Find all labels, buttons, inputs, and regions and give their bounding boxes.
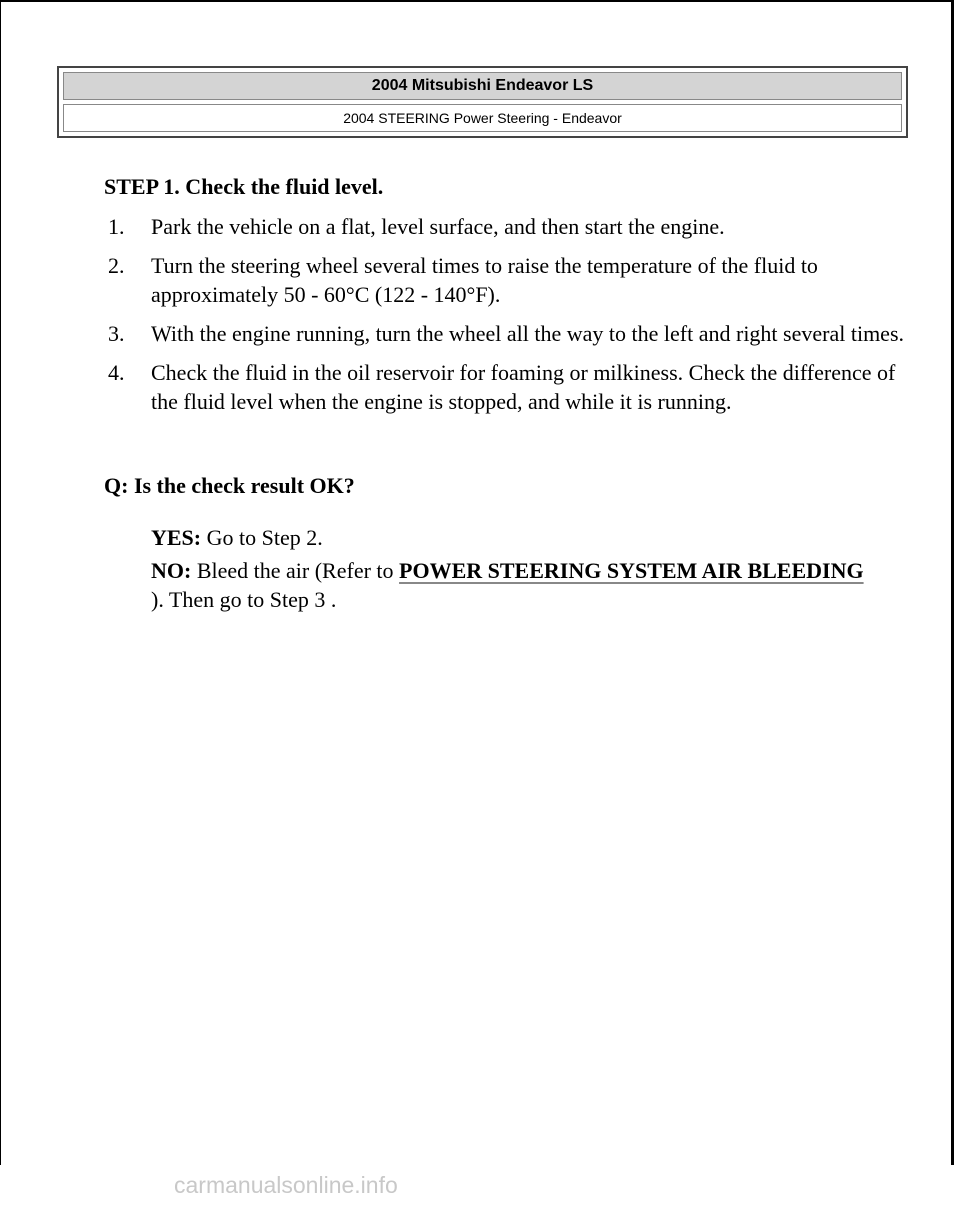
header-subtitle: 2004 STEERING Power Steering - Endeavor — [63, 104, 902, 132]
list-item-text: Check the fluid in the oil reservoir for foaming or milkiness. Check the difference of the fluid level when the engine is stopped, and while it is running. — [151, 360, 896, 414]
list-item-text: Park the vehicle on a flat, level surface, and then start the engine. — [151, 214, 725, 239]
air-bleeding-link[interactable]: POWER STEERING SYSTEM AIR BLEEDING — [399, 558, 864, 583]
answer-no-label: NO: — [151, 558, 192, 583]
list-item-number: 1. — [108, 214, 125, 239]
question-text: Q: Is the check result OK? — [104, 473, 355, 498]
answer-yes-label: YES: — [151, 525, 202, 550]
answer-no-text-after: ). Then go to Step 3 . — [151, 587, 337, 612]
answer-yes-text: Go to Step 2. — [201, 525, 323, 550]
step-heading: STEP 1. Check the fluid level. — [104, 174, 384, 199]
list-item-number: 2. — [108, 253, 125, 278]
header-title: 2004 Mitsubishi Endeavor LS — [63, 72, 902, 100]
step-list — [108, 212, 908, 426]
list-item-text: Turn the steering wheel several times to raise the temperature of the fluid to approximately 50 - 60°C (122 - 140°F). — [151, 253, 818, 307]
answer-yes — [151, 523, 871, 552]
list-item — [108, 212, 908, 241]
list-item-number: 3. — [108, 321, 125, 346]
list-item — [108, 358, 908, 416]
list-item-number: 4. — [108, 360, 125, 385]
document-header — [57, 66, 908, 138]
footer-watermark: carmanualsonline.info — [174, 1172, 398, 1198]
list-item — [108, 319, 908, 348]
answer-no-text-before: Bleed the air (Refer to — [191, 558, 400, 583]
answer-no — [151, 556, 871, 614]
list-item — [108, 251, 908, 309]
list-item-text: With the engine running, turn the wheel all the way to the left and right several times. — [151, 321, 905, 346]
